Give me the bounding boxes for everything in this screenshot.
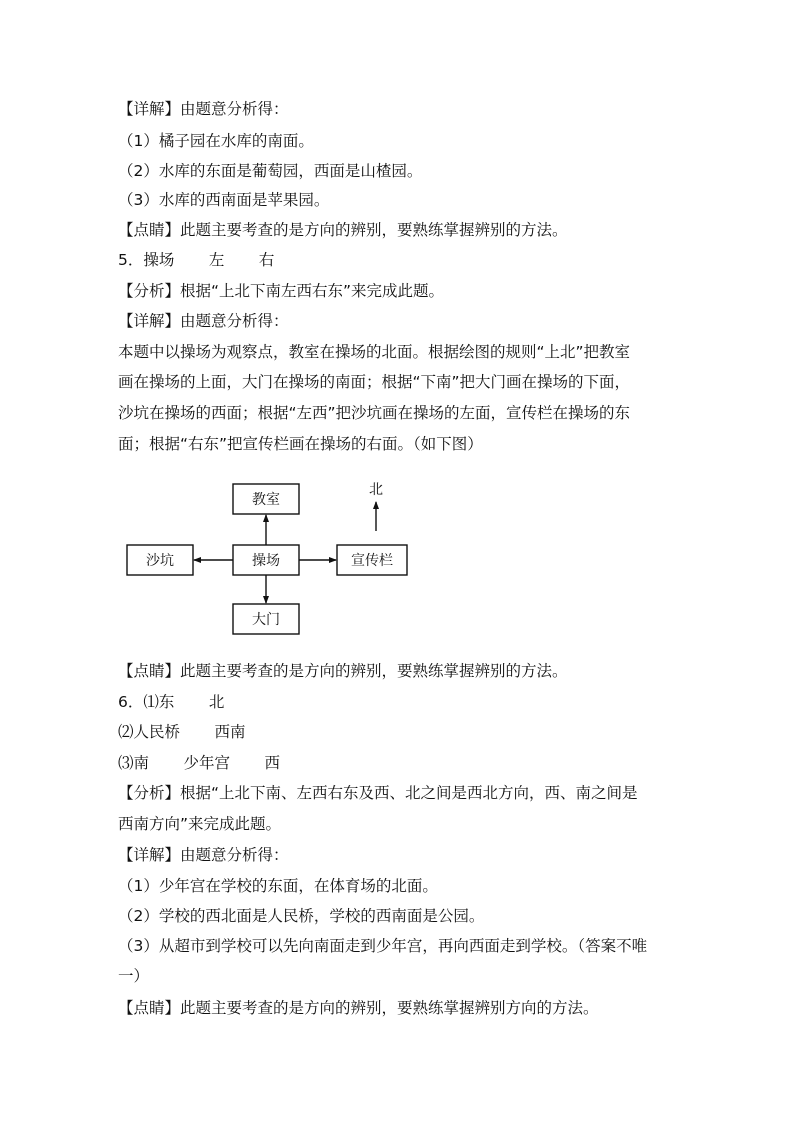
sandpit-label: 沙坑 — [146, 553, 174, 569]
text-line-5: 【点睛】此题主要考查的是方向的辨别，要熟练掌握辨别的方法。 — [118, 221, 568, 239]
classroom-label: 教室 — [252, 492, 280, 508]
text-line-13: 【点睛】此题主要考查的是方向的辨别，要熟练掌握辨别的方法。 — [118, 662, 568, 680]
text-line-11: 沙坑在操场的西面；根据“左西”把沙坑画在操场的左面，宣传栏在操场的东 — [118, 404, 631, 422]
text-line-1: 【详解】由题意分析得： — [118, 100, 289, 118]
text-line-18: 西南方向”来完成此题。 — [118, 815, 282, 833]
text-line-8: 【详解】由题意分析得： — [118, 312, 289, 330]
text-line-4: （3）水库的西南面是苹果园。 — [118, 191, 330, 209]
text-line-16: ⑶南 少年宫 西 — [118, 754, 280, 772]
text-line-14: 6．⑴东 北 — [118, 693, 225, 711]
text-line-23: 一） — [118, 967, 150, 985]
text-line-7: 【分析】根据“上北下南左西右东”来完成此题。 — [118, 282, 445, 300]
gate-label: 大门 — [252, 612, 280, 628]
text-line-20: （1）少年宫在学校的东面，在体育场的北面。 — [118, 877, 438, 895]
text-line-22: （3）从超市到学校可以先向南面走到少年宫，再向西面走到学校。（答案不唯 — [118, 937, 648, 955]
text-line-19: 【详解】由题意分析得： — [118, 846, 289, 864]
text-line-9: 本题中以操场为观察点，教室在操场的北面。根据绘图的规则“上北”把教室 — [118, 343, 631, 361]
text-line-12: 面；根据“右东”把宣传栏画在操场的右面。（如下图） — [118, 435, 483, 453]
text-line-17: 【分析】根据“上北下南、左西右东及西、北之间是西北方向，西、南之间是 — [118, 784, 638, 802]
text-line-2: （1）橘子园在水库的南面。 — [118, 132, 314, 150]
text-line-15: ⑵人民桥 西南 — [118, 723, 246, 741]
text-line-3: （2）水库的东面是葡萄园，西面是山楂园。 — [118, 162, 423, 180]
text-line-6: 5．操场 左 右 — [118, 251, 275, 269]
text-line-24: 【点睛】此题主要考查的是方向的辨别，要熟练掌握辨别方向的方法。 — [118, 999, 599, 1017]
text-line-10: 画在操场的上面，大门在操场的南面；根据“下南”把大门画在操场的下面， — [118, 373, 631, 391]
text-line-21: （2）学校的西北面是人民桥，学校的西南面是公园。 — [118, 907, 485, 925]
playground-label: 操场 — [252, 553, 280, 569]
north-label: 北 — [369, 482, 383, 498]
bulletin-label: 宣传栏 — [351, 553, 393, 569]
